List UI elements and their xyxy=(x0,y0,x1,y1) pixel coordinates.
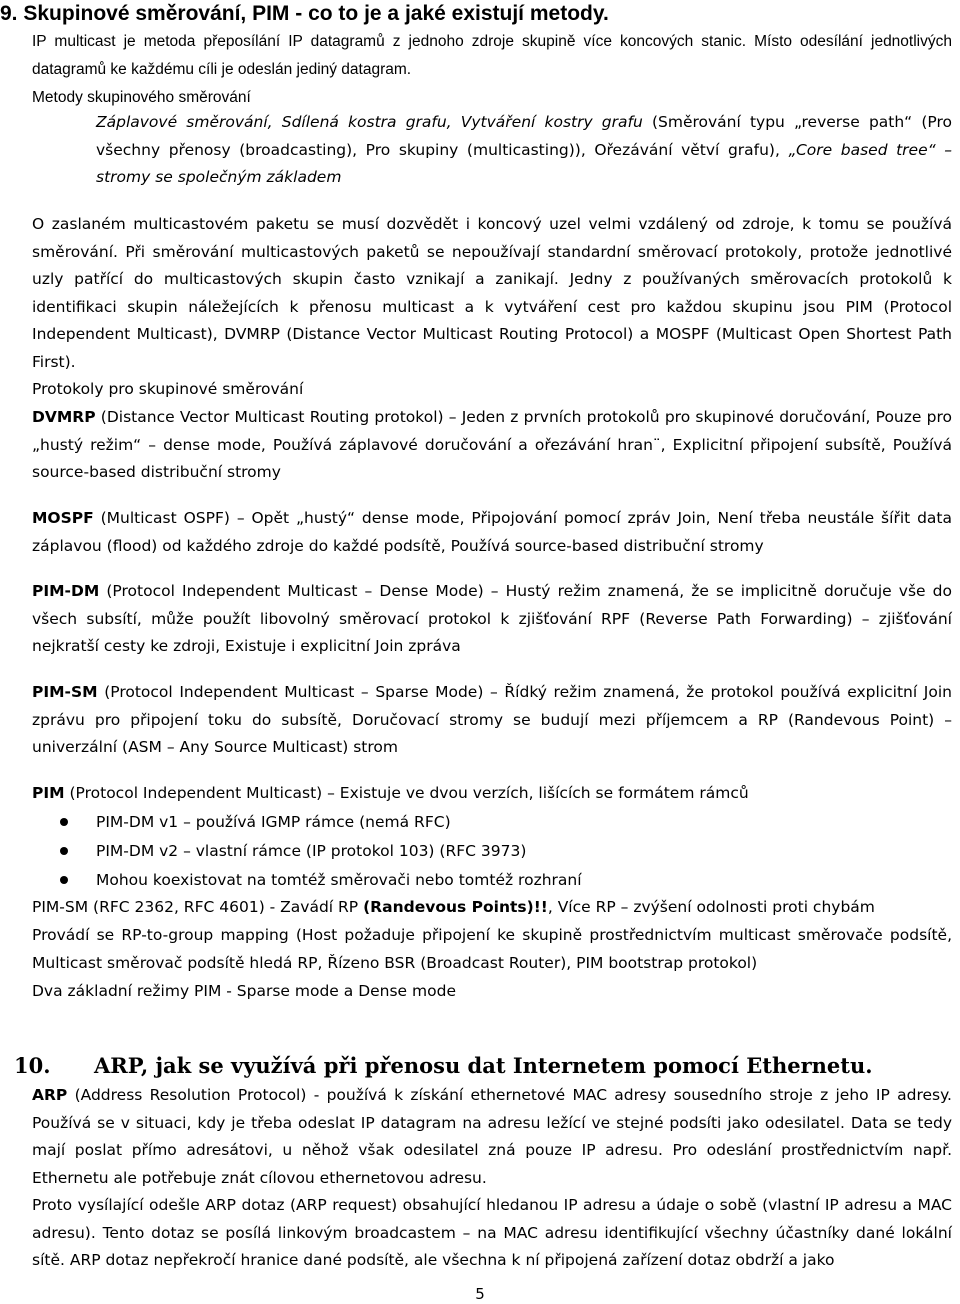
page-number: 5 xyxy=(475,1285,485,1303)
pim-text: (Protocol Independent Multicast) – Existuje ve dvou verzích, lišících se formátem rámců xyxy=(64,784,749,802)
dvmrp-paragraph xyxy=(32,404,952,487)
section-9-heading: 9. Skupinové směrování, PIM - co to je a jaké existují metody. xyxy=(0,2,609,25)
multicast-intro: IP multicast je metoda přeposílání IP datagramů z jednoho zdroje skupině více koncových stanic. Místo odesílání jednotlivých datagramů ke každému cíli je odeslán jediný datagram. xyxy=(32,33,952,78)
list-item: Mohou koexistovat na tomtéž směrovači nebo tomtéž rozhraní xyxy=(96,866,582,895)
bullet-icon xyxy=(60,847,68,855)
dvmrp-text: (Distance Vector Multicast Routing protokol) – Jeden z prvních protokolů pro skupinové doručování, Pouze pro „hustý režim“ – dense mode, Používá záplavové doručování a ořezávání hran¨, Explicitní připojení subsítě, Používá source-based distribuční stromy xyxy=(32,408,952,481)
pim-modes-line: Dva základní režimy PIM - Sparse mode a Dense mode xyxy=(32,982,456,1000)
section-10-title: ARP, jak se využívá při přenosu dat Internetem pomocí Ethernetu. xyxy=(94,1053,873,1078)
list-item: PIM-DM v1 – používá IGMP rámce (nemá RFC) xyxy=(96,808,582,837)
methods-text: (Směrování typu „reverse path“ (Pro všechny přenosy (broadcasting), Pro skupiny (multicasting)), Ořezávání větví grafu), xyxy=(96,113,953,159)
methods-heading: Metody skupinového směrování xyxy=(32,89,251,106)
bullet-icon xyxy=(60,818,68,826)
protocols-heading: Protokoly pro skupinové směrování xyxy=(32,380,304,398)
bullet-icon xyxy=(60,876,68,884)
mospf-text: (Multicast OSPF) – Opět „hustý“ dense mode, Připojování pomocí zpráv Join, Není třeba neustále šířit data záplavou (flood) od každého zdroje do každé podsítě, Používá source-based distribuční stromy xyxy=(32,509,952,555)
pim-sm-rfc-line: PIM-SM (RFC 2362, RFC 4601) - Zavádí RP (Randevous Points)!!, Více RP – zvýšení odolnosti proti chybám xyxy=(32,898,875,916)
arp-name: ARP xyxy=(32,1086,68,1104)
arp-intro-paragraph xyxy=(32,1082,952,1192)
section-10-number: 10. xyxy=(14,1053,51,1078)
section-10-heading xyxy=(14,1052,873,1080)
rp-mapping-paragraph: Provádí se RP-to-group mapping (Host požaduje připojení ke skupině prostřednictvím multicast směrovače podsítě, Multicast směrovač podsítě hledá RP, Řízeno BSR (Broadcast Router), PIM bootstrap protokol) xyxy=(32,926,952,972)
mospf-paragraph xyxy=(32,505,952,560)
list-item: PIM-DM v2 – vlastní rámce (IP protokol 103) (RFC 3973) xyxy=(96,837,582,866)
pim-dm-name: PIM-DM xyxy=(32,582,100,600)
pim-name: PIM xyxy=(32,784,65,802)
arp-intro-text: (Address Resolution Protocol) - používá k získání ethernetové MAC adresy sousedního stroje z jeho IP adresy. Používá se v situaci, kdy je třeba odeslat IP datagram na adresu ležící ve stejné podsíti jako odesilatel. Data se tedy mají poslat přímo adresátovi, u něhož však odesilatel zná pouze IP adresu. Pro odeslání prostřednictvím např. Ethernetu ale potřebuje znát cílovou ethernetovou adresu. xyxy=(32,1086,952,1187)
methods-italic-1: Záplavové směrování, Sdílená kostra grafu, Vytváření kostry grafu xyxy=(96,113,643,131)
arp-request-paragraph: Proto vysílající odešle ARP dotaz (ARP request) obsahující hledanou IP adresu a údaje o sobě (vlastní IP adresu a MAC adresu). Tento dotaz se posílá linkovým broadcastem – na MAC adresu identifikující všechny účastníky dané lokální sítě. ARP dotaz nepřekročí hranice dané podsítě, ale všechna k ní připojená zařízení dotaz obdrží a jako xyxy=(32,1196,952,1269)
pim-dm-paragraph xyxy=(32,578,952,661)
pim-sm-text: (Protocol Independent Multicast – Sparse Mode) – Řídký režim znamená, že protokol používá explicitní Join zprávu pro připojení toku do subsítě, Doručovací stromy se budují mezi příjemcem a RP (Randevous Point) – univerzální (ASM – Any Source Multicast) strom xyxy=(32,683,952,756)
methods-paragraph xyxy=(96,109,952,192)
methods-italic-2: „Core based tree“ – stromy se společným základem xyxy=(96,140,952,186)
pim-versions-list xyxy=(96,808,582,895)
multicast-routing-paragraph: O zaslaném multicastovém paketu se musí dozvědět i koncový uzel velmi vzdálený od zdroje, k tomu se používá směrování. Při směrování multicastových paketů se nepoužívají standardní směrovací protokoly, protože jednotlivé uzly patřící do multicastových skupin často vznikají a zanikají. Jedny z používaných směrovacích protokolů k identifikaci skupin náležejících k přenosu multicast a k vytváření cest pro každou skupinu jsou PIM (Protocol Independent Multicast), DVMRP (Distance Vector Multicast Routing Protocol) a MOSPF (Multicast Open Shortest Path First). xyxy=(32,215,952,371)
dvmrp-name: DVMRP xyxy=(32,408,96,426)
mospf-name: MOSPF xyxy=(32,509,94,527)
pim-sm-name: PIM-SM xyxy=(32,683,98,701)
pim-dm-text: (Protocol Independent Multicast – Dense Mode) – Hustý režim znamená, že se implicitně doručuje vše do všech subsítí, může použít libovolný směrovací protokol k zjišťování RPF (Reverse Path Forwarding) – zjišťování nejkratší cesty ke zdroji, Existuje i explicitní Join zpráva xyxy=(32,582,952,655)
pim-sm-paragraph xyxy=(32,679,952,762)
pim-paragraph xyxy=(32,780,952,808)
